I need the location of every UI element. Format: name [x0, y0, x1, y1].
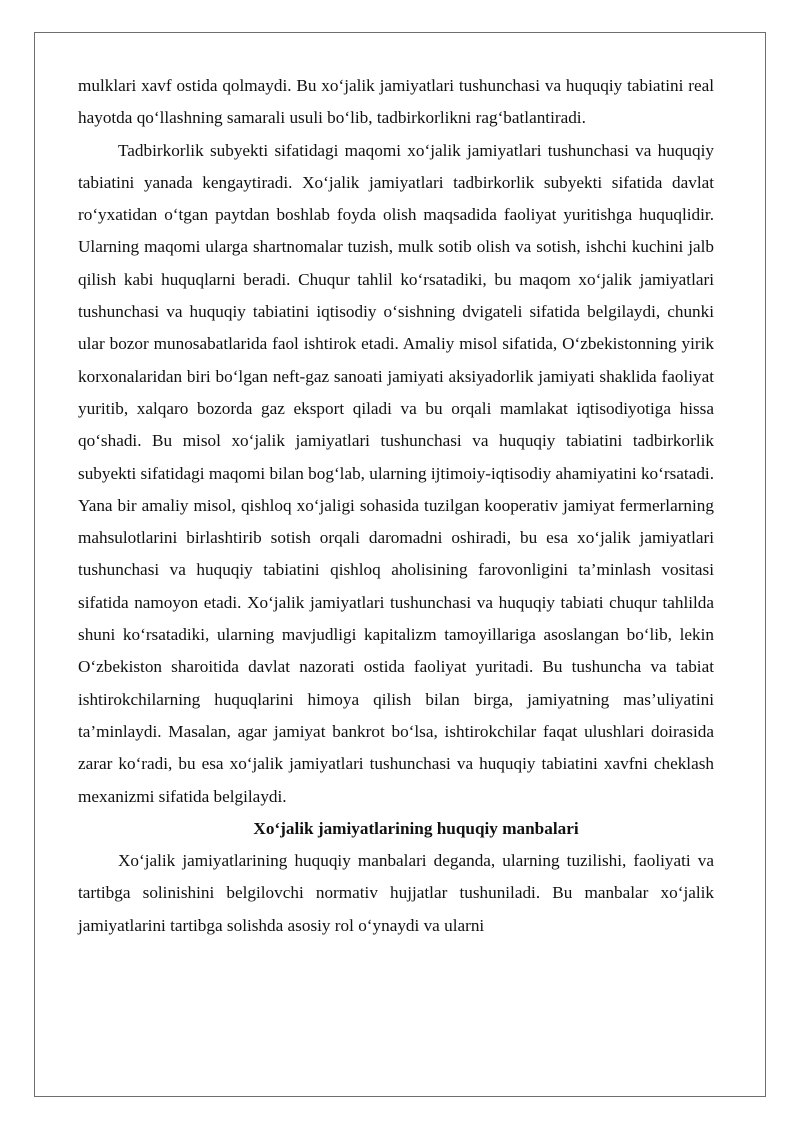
section-heading: Xo‘jalik jamiyatlarining huquqiy manbalari: [253, 818, 579, 838]
paragraph-continuation: mulklari xavf ostida qolmaydi. Bu xo‘jalik jamiyatlari tushunchasi va huquqiy tabiatini real hayotda qo‘llashning samarali usuli bo‘lib, tadbirkorlikni rag‘batlantiradi.: [78, 76, 714, 128]
paragraph-legal-sources: Xo‘jalik jamiyatlarining huquqiy manbalari deganda, ularning tuzilishi, faoliyati va tartibga solinishini belgilovchi normativ hujjatlar tushuniladi. Bu manbalar xo‘jalik jamiyatlarini tartibga solishda asosiy rol o‘ynaydi va ularni: [78, 851, 714, 935]
document-body: [78, 70, 714, 942]
paragraph-entrepreneurship-status: Tadbirkorlik subyekti sifatidagi maqomi xo‘jalik jamiyatlari tushunchasi va huquqiy tabiatini yanada kengaytiradi. Xo‘jalik jamiyatlari tadbirkorlik subyekti sifatida davlat ro‘yxatidan o‘tgan paytdan boshlab foyda olish maqsadida faoliyat yuritishga huquqlidir. Ularning maqomi ularga shartnomalar tuzish, mulk sotib olish va sotish, ishchi kuchini jalb qilish kabi huquqlarni beradi. Chuqur tahlil ko‘rsatadiki, bu maqom xo‘jalik jamiyatlari tushunchasi va huquqiy tabiatini iqtisodiy o‘sishning dvigateli sifatida belgilaydi, chunki ular bozor munosabatlarida faol ishtirok etadi. Amaliy misol sifatida, O‘zbekistonning yirik korxonalaridan biri bo‘lgan neft-gaz sanoati jamiyati aksiyadorlik jamiyati shaklida faoliyat yuritib, xalqaro bozorda gaz eksport qiladi va bu orqali mamlakat iqtisodiyotiga hissa qo‘shadi. Bu misol xo‘jalik jamiyatlari tushunchasi va huquqiy tabiatini tadbirkorlik subyekti sifatidagi maqomi bilan bog‘lab, ularning ijtimoiy-iqtisodiy ahamiyatini ko‘rsatadi. Yana bir amaliy misol, qishloq xo‘jaligi sohasida tuzilgan kooperativ jamiyat fermerlarning mahsulotlarini birlashtirib sotish orqali daromadni oshiradi, bu esa xo‘jalik jamiyatlari tushunchasi va huquqiy tabiatini qishloq aholisining farovonligini ta’minlash vositasi sifatida namoyon etadi. Xo‘jalik jamiyatlari tushunchasi va huquqiy tabiati chuqur tahlilda shuni ko‘rsatadiki, ularning mavjudligi kapitalizm tamoyillariga asoslangan bo‘lib, lekin O‘zbekiston sharoitida davlat nazorati ostida faoliyat yuritadi. Bu tushuncha va tabiat ishtirokchilarning huquqlarini himoya qilish bilan birga, jamiyatning mas’uliyatini ta’minlaydi. Masalan, agar jamiyat bankrot bo‘lsa, ishtirokchilar faqat ulushlari doirasida zarar ko‘radi, bu esa xo‘jalik jamiyatlari tushunchasi va huquqiy tabiatini xavfni cheklash mexanizmi sifatida belgilaydi.: [78, 140, 714, 806]
